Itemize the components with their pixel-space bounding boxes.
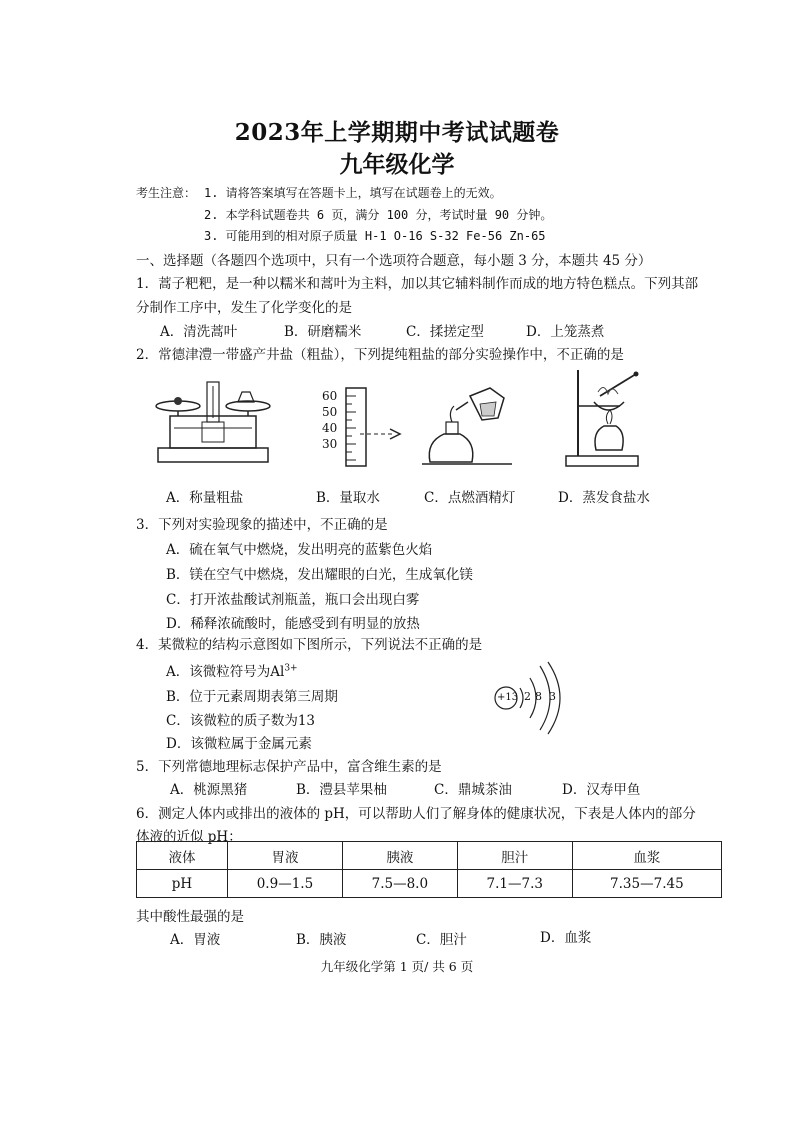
q6-option-d: D．血浆 — [540, 930, 592, 946]
q3-option-c: C．打开浓盐酸试剂瓶盖，瓶口会出现白雾 — [166, 592, 420, 608]
q2-option-d: D．蒸发食盐水 — [558, 490, 650, 506]
q1-stem-line1: 1．蒿子粑粑，是一种以糯米和蒿叶为主料，加以其它辅料制作而成的地方特色糕点。下列其部 — [136, 276, 699, 292]
q1-option-a: A．清洗蒿叶 — [160, 324, 238, 340]
table-cell: 7.35—7.45 — [572, 870, 721, 898]
q4-option-d: D．该微粒属于金属元素 — [166, 736, 312, 752]
q2-option-c: C．点燃酒精灯 — [424, 490, 516, 506]
table-header-cell: 液体 — [137, 842, 228, 870]
q6-option-b: B．胰液 — [296, 932, 347, 948]
q5-stem: 5．下列常德地理标志保护产品中，富含维生素的是 — [136, 759, 442, 775]
table-cell: pH — [137, 870, 228, 898]
notes-line-1: 1. 请将答案填写在答题卡上，填写在试题卷上的无效。 — [204, 186, 502, 200]
tick-50: 50 — [322, 405, 338, 419]
q4-stem: 4．某微粒的结构示意图如下图所示，下列说法不正确的是 — [136, 637, 483, 653]
q3-option-d: D．稀释浓硫酸时，能感受到有明显的放热 — [166, 616, 420, 632]
q6-option-a: A．胃液 — [170, 932, 221, 948]
table-cell: 0.9—1.5 — [228, 870, 343, 898]
q3-option-a: A．硫在氧气中燃烧，发出明亮的蓝紫色火焰 — [166, 542, 433, 558]
table-cell: 7.1—7.3 — [457, 870, 572, 898]
table-row — [137, 870, 722, 898]
alcohol-lamp-icon — [420, 384, 520, 470]
q2-stem: 2．常德津澧一带盛产井盐（粗盐），下列提纯粗盐的部分实验操作中，不正确的是 — [136, 347, 624, 363]
atom-shell-3: 3 — [549, 690, 556, 703]
q6-question: 其中酸性最强的是 — [136, 909, 244, 925]
q4-option-a-text: A．该微粒符号为Al — [166, 664, 285, 680]
table-header-cell: 胃液 — [228, 842, 343, 870]
balance-icon — [150, 378, 275, 468]
table-cell: 7.5—8.0 — [342, 870, 457, 898]
table-header-cell: 血浆 — [572, 842, 721, 870]
exam-title: 2023年上学期期中考试试题卷 — [234, 119, 560, 146]
q1-option-c: C．揉搓定型 — [406, 324, 484, 340]
table-header-cell: 胰液 — [342, 842, 457, 870]
tick-30: 30 — [322, 437, 338, 451]
q3-stem: 3．下列对实验现象的描述中，不正确的是 — [136, 517, 388, 533]
evaporation-apparatus-icon — [560, 366, 650, 470]
q5-option-b: B．澧县苹果柚 — [296, 782, 387, 798]
q2-option-b: B．量取水 — [316, 490, 380, 506]
q4-option-c: C．该微粒的质子数为13 — [166, 713, 316, 729]
notes-label: 考生注意： — [136, 186, 197, 200]
q5-option-d: D．汉寿甲鱼 — [562, 782, 641, 798]
q3-option-b: B．镁在空气中燃烧，发出耀眼的白光，生成氧化镁 — [166, 567, 473, 583]
page-footer: 九年级化学第 1 页/ 共 6 页 — [320, 959, 474, 974]
q4-option-b: B．位于元素周期表第三周期 — [166, 689, 338, 705]
q6-stem-line1: 6．测定人体内或排出的液体的 pH，可以帮助人们了解身体的健康状况，下表是人体内的部分 — [136, 806, 696, 822]
q6-option-c: C．胆汁 — [416, 932, 467, 948]
q2-option-a: A．称量粗盐 — [166, 490, 244, 506]
q1-option-d: D．上笼蒸煮 — [526, 324, 605, 340]
q5-option-a: A．桃源黑猪 — [170, 782, 248, 798]
atom-shell-2: 8 — [535, 690, 542, 703]
notes-line-2: 2. 本学科试题卷共 6 页，满分 100 分，考试时量 90 分钟。 — [204, 208, 553, 222]
atom-shell-1: 2 — [524, 690, 531, 703]
ph-table — [136, 841, 722, 898]
exam-subject: 九年级化学 — [339, 151, 455, 178]
table-row — [137, 842, 722, 870]
tick-40: 40 — [322, 421, 338, 435]
tick-60: 60 — [322, 389, 338, 403]
atom-nucleus: +13 — [497, 692, 519, 703]
q1-option-b: B．研磨糯米 — [284, 324, 362, 340]
section-heading: 一、选择题（各题四个选项中，只有一个选项符合题意，每小题 3 分，本题共 45 分） — [136, 253, 652, 269]
q4-option-a-charge: 3+ — [284, 663, 298, 674]
q5-option-c: C．鼎城茶油 — [434, 782, 512, 798]
table-header-cell: 胆汁 — [457, 842, 572, 870]
notes-line-3: 3. 可能用到的相对原子质量 H-1 O-16 S-32 Fe-56 Zn-65 — [204, 229, 546, 243]
q1-stem-line2: 分制作工序中，发生了化学变化的是 — [136, 300, 352, 316]
q4-option-a — [166, 660, 298, 680]
q6-stem-line2: 体液的近似 pH： — [136, 829, 242, 845]
